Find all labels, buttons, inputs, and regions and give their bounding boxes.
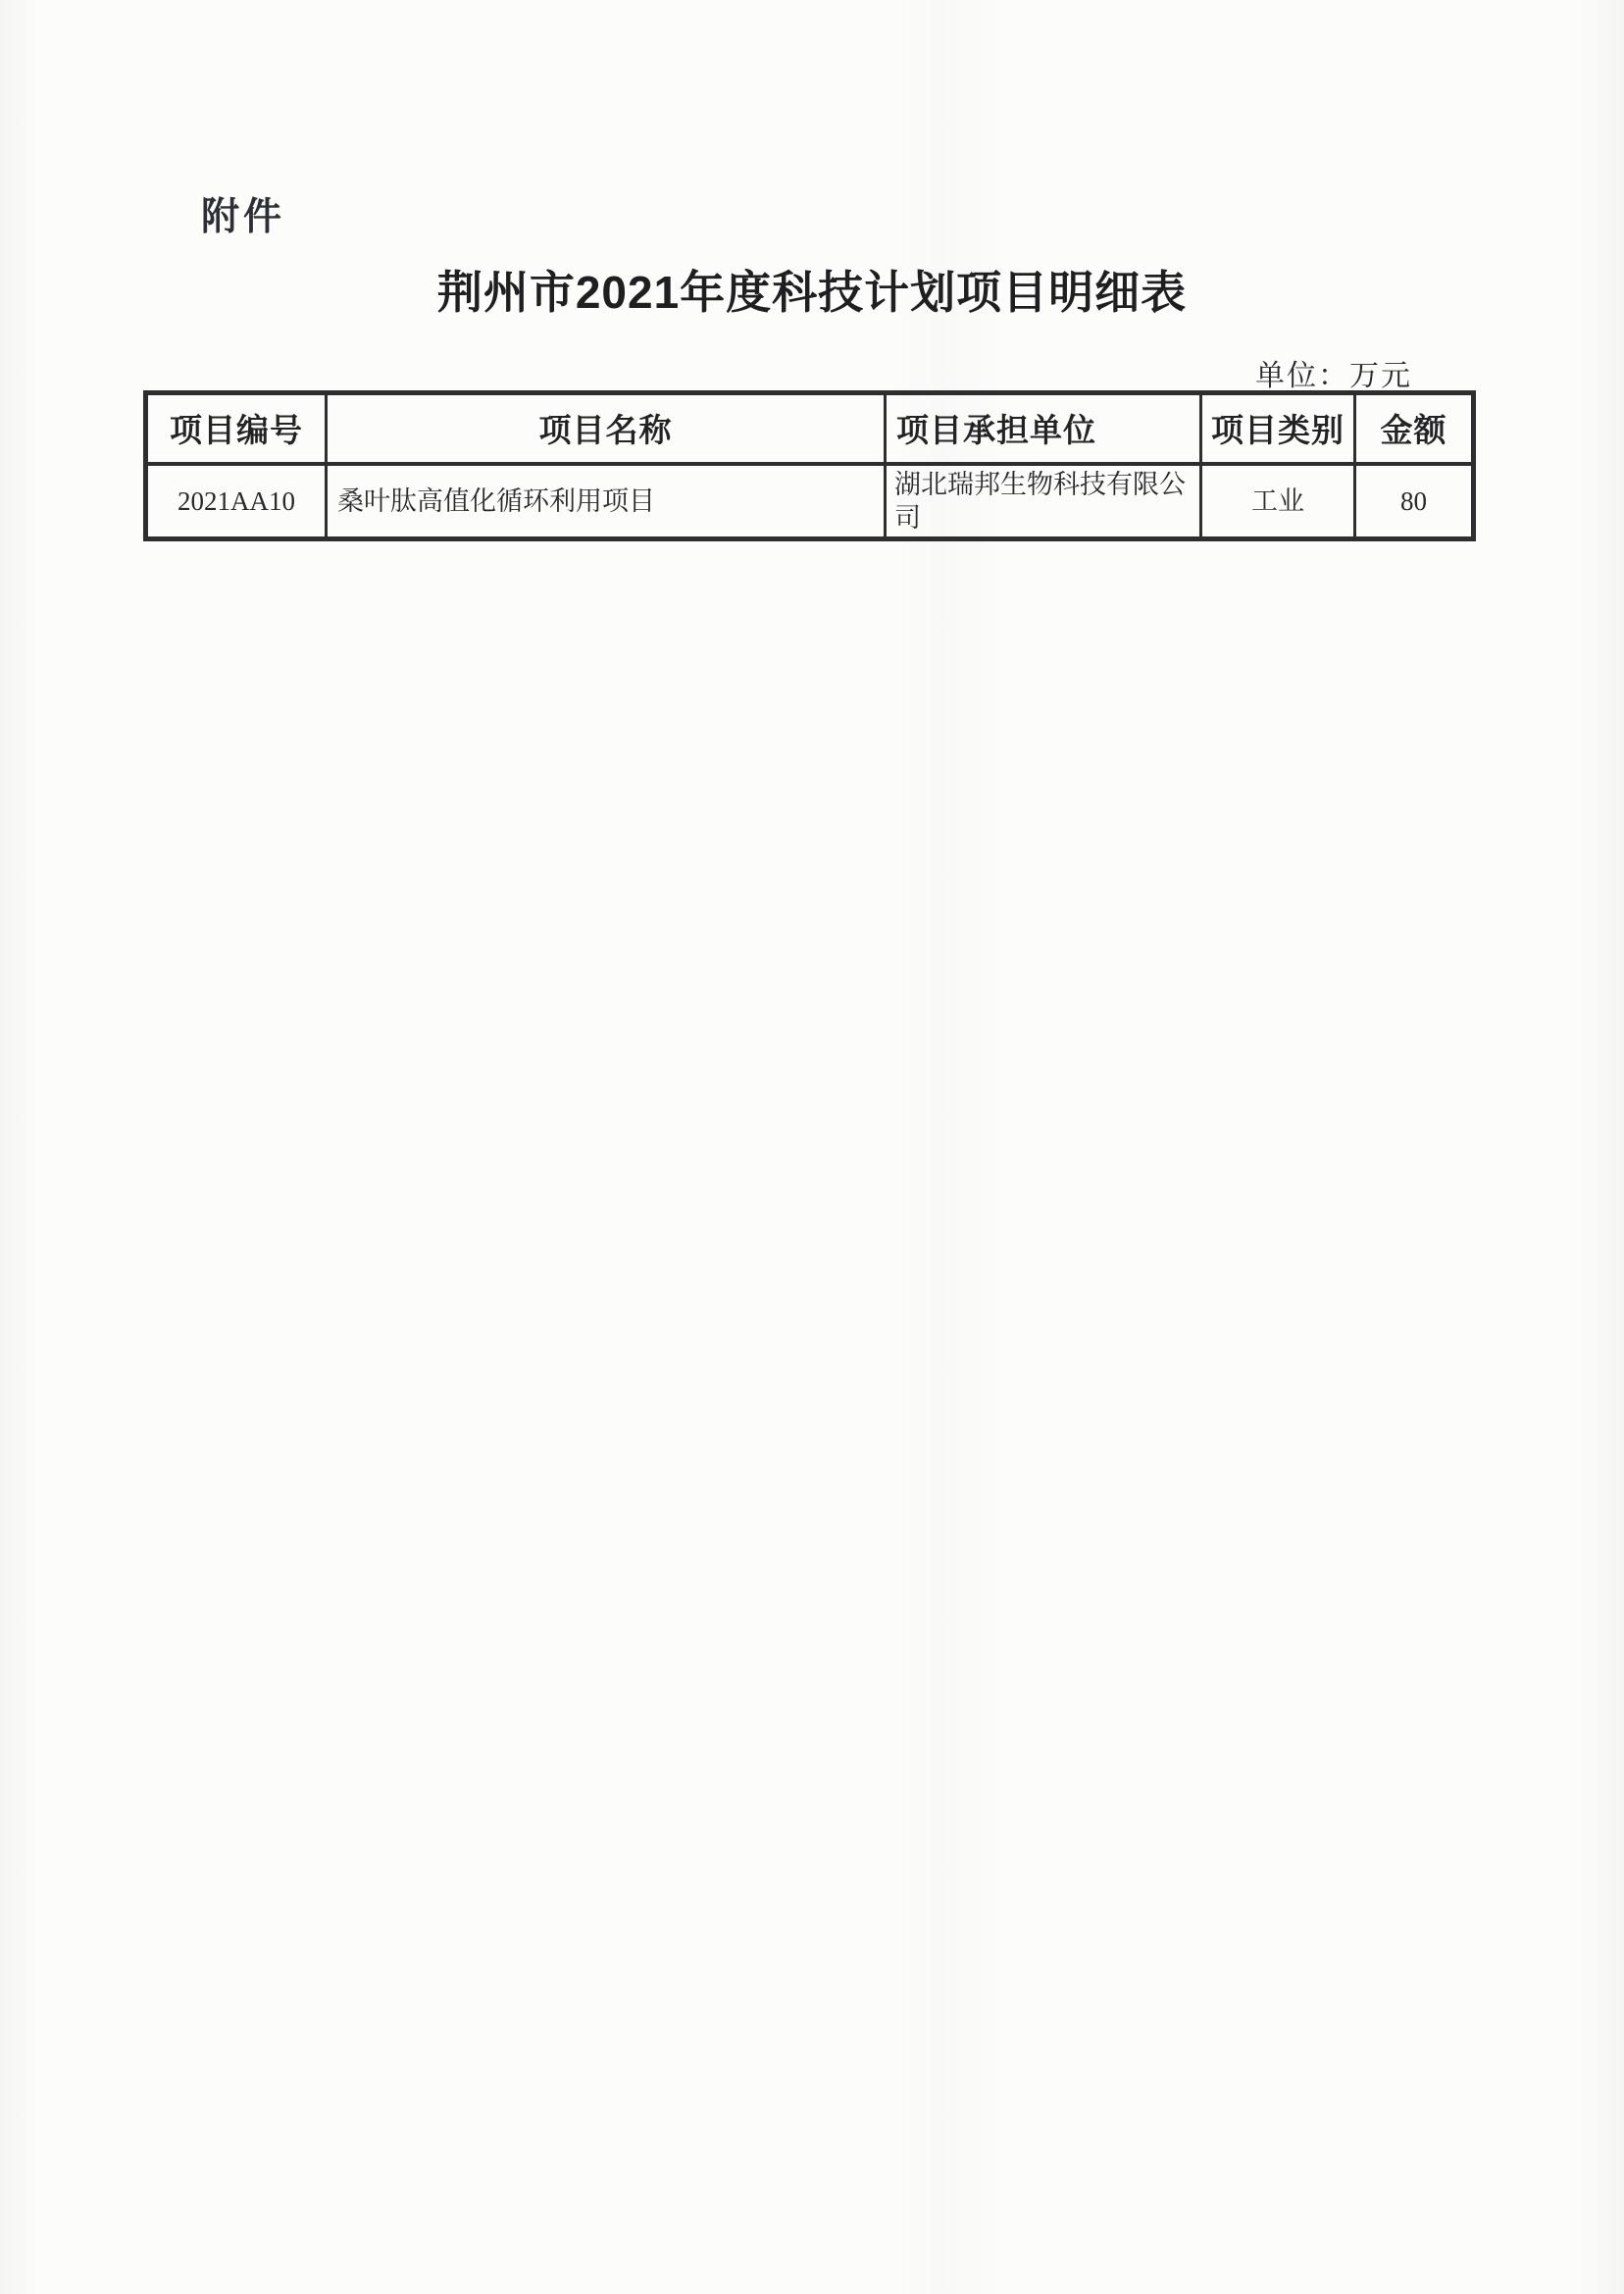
header-undertaking-unit: 项目承担单位 [886, 393, 1201, 464]
cell-amount: 80 [1355, 464, 1474, 539]
projects-table [143, 390, 1476, 541]
page-title: 荆州市2021年度科技计划项目明细表 [436, 267, 1188, 318]
table-row [146, 464, 1474, 539]
table-header-row [146, 393, 1474, 464]
cell-project-id: 2021AA10 [146, 464, 327, 539]
unit-note: 单位：万元 [1255, 360, 1412, 392]
attachment-label: 附件 [201, 196, 286, 238]
header-project-name: 项目名称 [327, 393, 886, 464]
header-amount: 金额 [1355, 393, 1474, 464]
cell-project-name: 桑叶肽高值化循环利用项目 [327, 464, 886, 539]
cell-category: 工业 [1201, 464, 1355, 539]
cell-undertaking-unit: 湖北瑞邦生物科技有限公司 [886, 464, 1201, 539]
header-project-id: 项目编号 [146, 393, 327, 464]
header-category: 项目类别 [1201, 393, 1355, 464]
